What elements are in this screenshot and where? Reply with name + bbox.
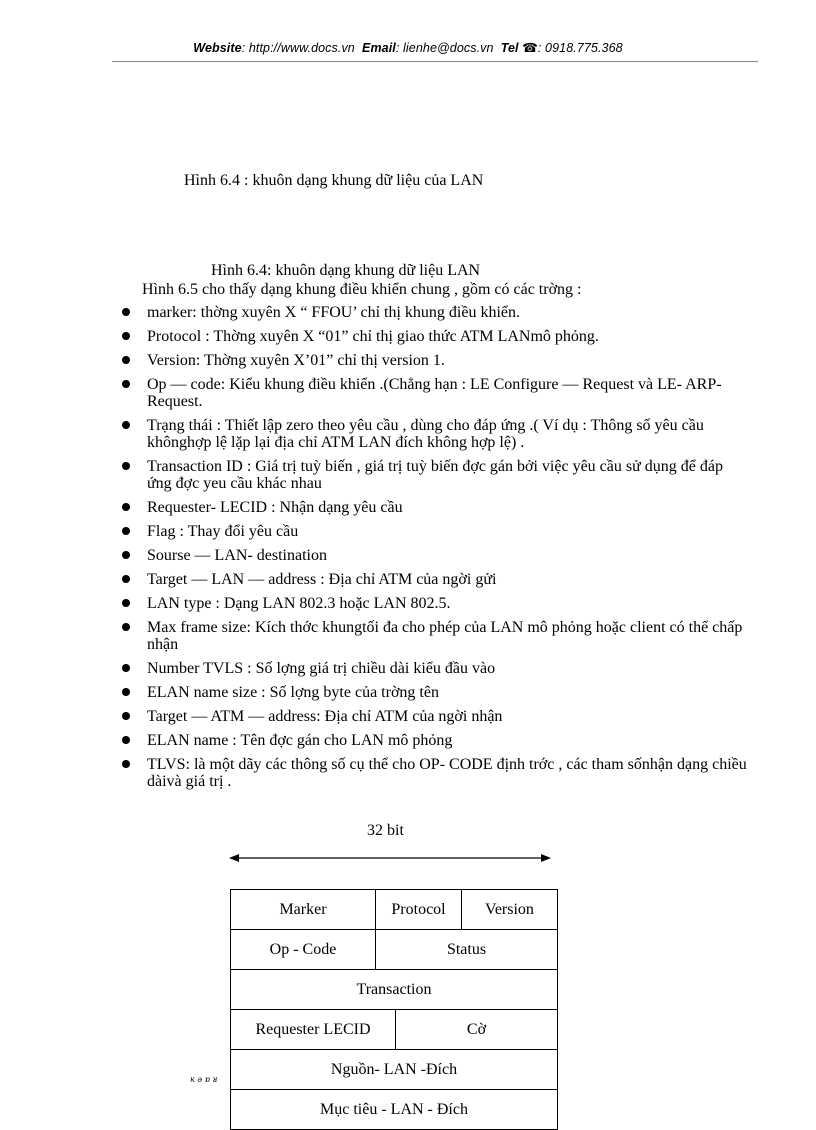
bullet-icon: [122, 308, 130, 316]
bullet-icon: [122, 623, 130, 631]
status-cell: Status: [376, 930, 558, 970]
bullet-icon: [122, 332, 130, 340]
website-label: Website: [193, 41, 242, 55]
source-lan-destination-cell: Nguồn- LAN -Đích: [231, 1050, 558, 1090]
list-item: ELAN name : Tên đợc gán cho LAN mô phỏng: [120, 732, 750, 749]
list-item: Max frame size: Kích thớc khungtối đa cho phép của LAN mô phỏng hoặc client có thể chấp nhận: [120, 619, 750, 653]
bullet-icon: [122, 575, 130, 583]
list-item: Target — ATM — address: Địa chỉ ATM của ngời nhận: [120, 708, 750, 725]
field-description-list: [120, 304, 750, 797]
intro-paragraph: Hình 6.5 cho thấy dạng khung điều khiển chung , gồm có các trờng :: [142, 281, 582, 298]
figure-caption-top: Hình 6.4 : khuôn dạng khung dữ liệu của LAN: [184, 172, 484, 189]
email-label: Email: [362, 41, 396, 55]
bullet-icon: [122, 599, 130, 607]
bullet-icon: [122, 664, 130, 672]
bullet-icon: [122, 503, 130, 511]
bullet-icon: [122, 736, 130, 744]
tel-value: : 0918.775.368: [537, 41, 623, 55]
bullet-icon: [122, 760, 130, 768]
transaction-cell: Transaction: [231, 970, 558, 1010]
list-item: marker: thờng xuyên X “ FFOU’ chỉ thị khung điều khiển.: [120, 304, 750, 321]
list-item: LAN type : Dạng LAN 802.3 hoặc LAN 802.5.: [120, 595, 750, 612]
bullet-icon: [122, 688, 130, 696]
protocol-cell: Protocol: [376, 890, 462, 930]
target-lan-destination-cell: Mục tiêu - LAN - Đích: [231, 1090, 558, 1130]
bullet-icon: [122, 380, 130, 388]
tel-label: Tel: [500, 41, 519, 55]
list-item: Requester- LECID : Nhận dạng yêu cầu: [120, 499, 750, 516]
list-item: TLVS: là một dãy các thông số cụ thể cho OP- CODE định trớc , các tham sốnhận dạng chiều dàivà giá trị .: [120, 756, 750, 790]
list-item: Op — code: Kiểu khung điều khiển .(Chẳng hạn : LE Configure — Request và LE- ARP- Request.: [120, 376, 750, 410]
list-item: Version: Thờng xuyên X’01” chỉ thị version 1.: [120, 352, 750, 369]
list-item: Target — LAN — address : Địa chỉ ATM của ngời gửi: [120, 571, 750, 588]
bullet-icon: [122, 527, 130, 535]
list-item: Sourse — LAN- destination: [120, 547, 750, 564]
figure-caption-mid: Hình 6.4: khuôn dạng khung dữ liệu LAN: [211, 262, 481, 279]
bit-width-label: 32 bit: [367, 822, 404, 839]
page-header: [0, 40, 816, 55]
op-code-cell: Op - Code: [231, 930, 376, 970]
bullet-icon: [122, 462, 130, 470]
list-item: Number TVLS : Số lợng giá trị chiều dài kiểu đầu vào: [120, 660, 750, 677]
list-item: Flag : Thay đổi yêu cầu: [120, 523, 750, 540]
phone-icon: ☎: [522, 41, 538, 55]
list-item: ELAN name size : Số lợng byte của trờng tên: [120, 684, 750, 701]
header-divider: [112, 61, 758, 62]
bullet-icon: [122, 712, 130, 720]
marker-cell: Marker: [231, 890, 376, 930]
list-item: Protocol : Thờng xuyên X “01” chỉ thị giao thức ATM LANmô phỏng.: [120, 328, 750, 345]
flag-cell: Cờ: [396, 1010, 558, 1050]
requester-lecid-cell: Requester LECID: [231, 1010, 396, 1050]
bullet-icon: [122, 551, 130, 559]
control-frame-diagram: [230, 889, 558, 1130]
website-value: : http://www.docs.vn: [241, 41, 355, 55]
list-item: Trạng thái : Thiết lập zero theo yêu cầu , dùng cho đáp ứng .( Ví dụ : Thông số yêu cầu khônghợp lệ lặp lại địa chỉ ATM LAN đích không hợp lệ) .: [120, 417, 750, 451]
version-cell: Version: [462, 890, 558, 930]
email-value: : lienhe@docs.vn: [395, 41, 494, 55]
list-item: Transaction ID : Giá trị tuỳ biến , giá trị tuỳ biến đợc gán bởi việc yêu cầu sử dụng để đáp ứng đợc yeu cầu khác nhau: [120, 458, 750, 492]
bullet-icon: [122, 421, 130, 429]
double-arrow-icon: [229, 850, 551, 866]
bullet-icon: [122, 356, 130, 364]
margin-note: ĸ ǝ ɒ ᴚ: [190, 1075, 218, 1084]
